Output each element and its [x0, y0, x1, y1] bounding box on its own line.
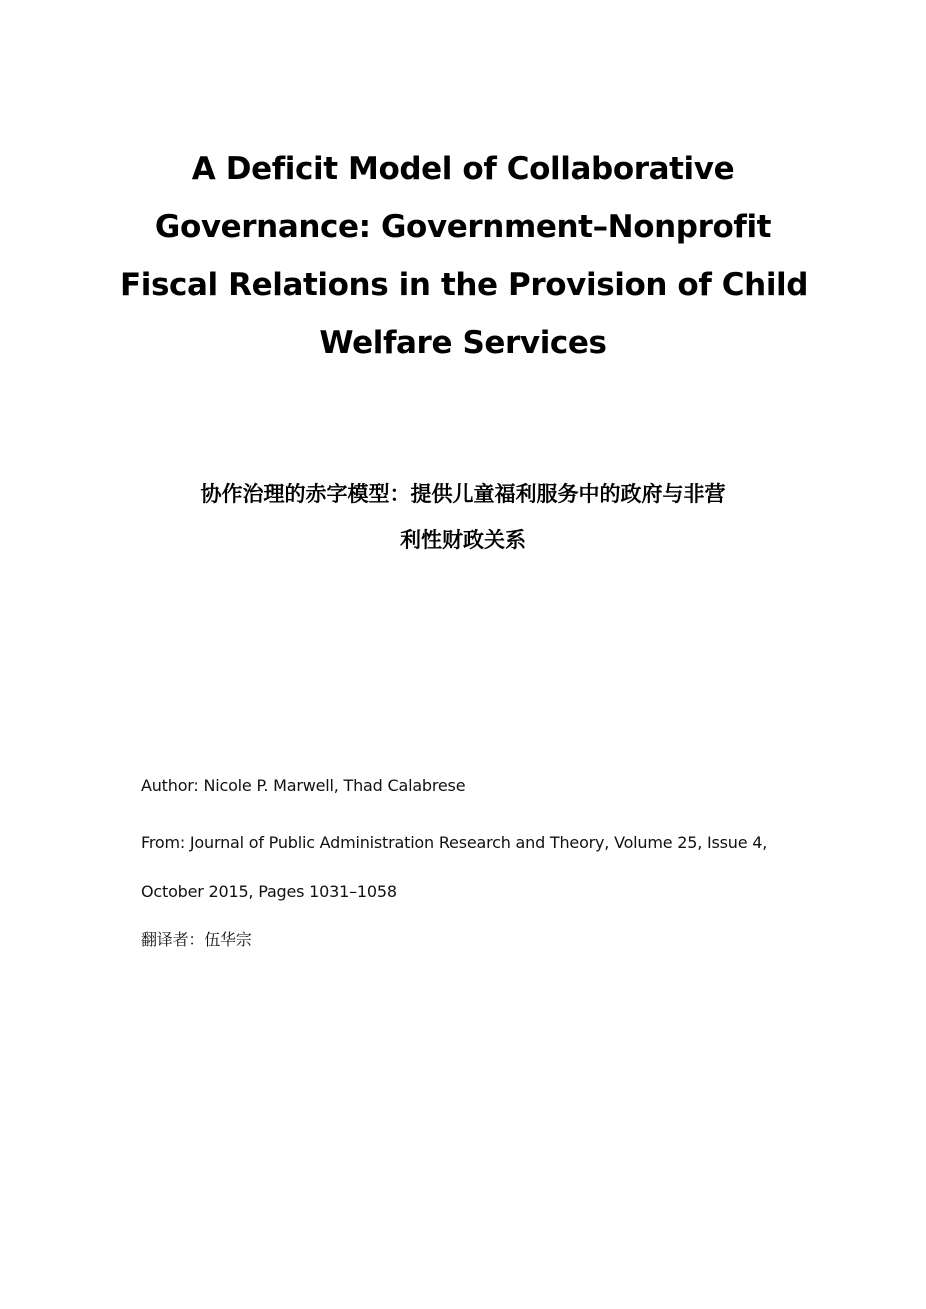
english-title-line: Welfare Services: [319, 325, 607, 361]
source-line: From: Journal of Public Administration Research and Theory, Volume 25, Issue 4,: [141, 833, 768, 852]
chinese-title-line: 协作治理的赤字模型：提供儿童福利服务中的政府与非营: [200, 482, 726, 506]
article-metadata: [141, 771, 841, 965]
source-line-continued: October 2015, Pages 1031–1058: [141, 881, 397, 901]
translator-line: 翻译者：伍华宗: [141, 930, 252, 949]
author-line: Author: Nicole P. Marwell, Thad Calabrese: [141, 776, 466, 795]
english-title-line: Fiscal Relations in the Provision of Child: [120, 267, 809, 303]
english-title-line: Governance: Government–Nonprofit: [154, 209, 772, 245]
chinese-title-line: 利性财政关系: [400, 528, 526, 552]
english-title-line: A Deficit Model of Collaborative: [191, 151, 735, 187]
english-title: [120, 140, 809, 372]
chinese-title: [110, 471, 816, 563]
